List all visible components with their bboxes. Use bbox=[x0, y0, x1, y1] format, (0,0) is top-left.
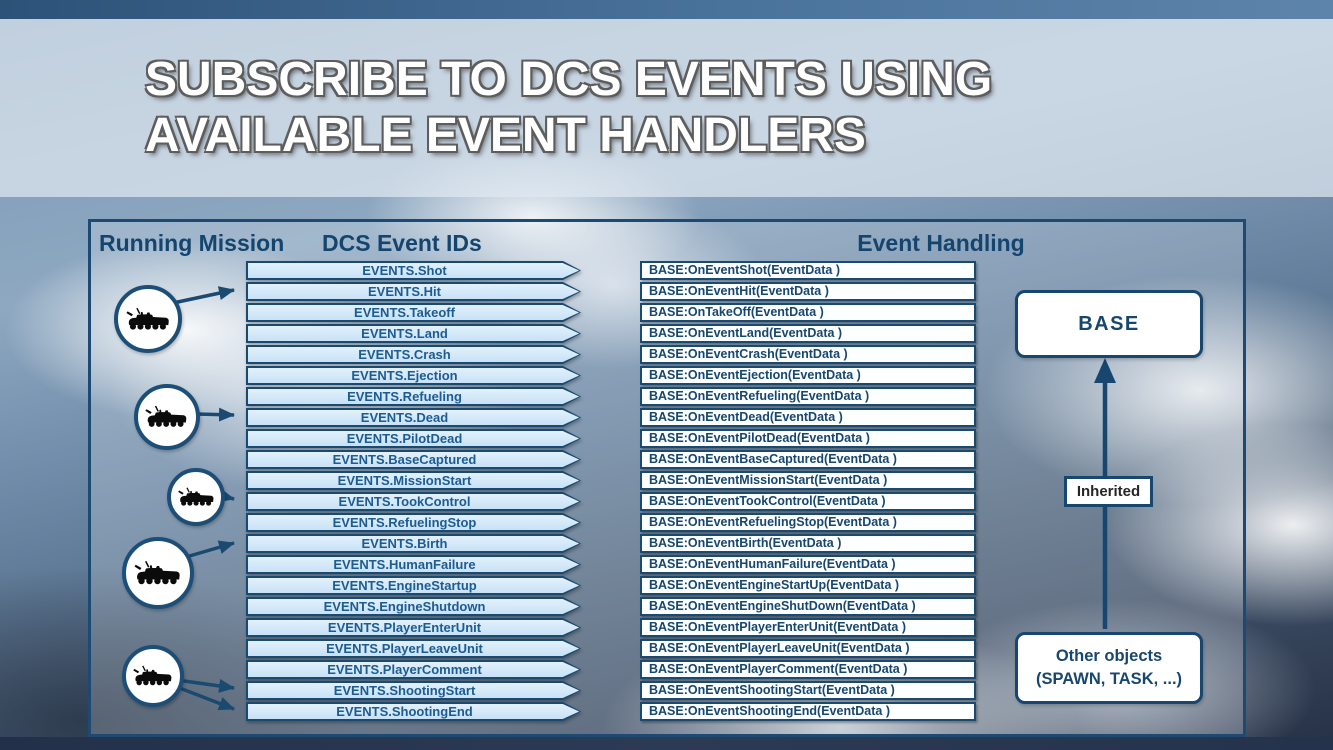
handler-label: BASE:OnEventPilotDead(EventData ) bbox=[649, 431, 870, 445]
handler-label: BASE:OnTakeOff(EventData ) bbox=[649, 305, 824, 319]
diagram-panel bbox=[88, 219, 1246, 737]
mission-unit-1 bbox=[114, 285, 182, 353]
mission-unit-3 bbox=[167, 468, 225, 526]
event-id-row bbox=[246, 261, 581, 280]
armored-vehicle-icon bbox=[133, 559, 183, 587]
handler-label: BASE:OnEventRefuelingStop(EventData ) bbox=[649, 515, 897, 529]
event-id-row bbox=[246, 429, 581, 448]
event-id-row bbox=[246, 597, 581, 616]
inherited-tag bbox=[1064, 476, 1153, 507]
sky-top-strip bbox=[0, 0, 1333, 19]
event-id-row bbox=[246, 576, 581, 595]
handler-row bbox=[640, 555, 976, 574]
handler-row bbox=[640, 513, 976, 532]
event-id-row bbox=[246, 660, 581, 679]
handler-row bbox=[640, 660, 976, 679]
running-mission-header: Running Mission bbox=[99, 230, 285, 256]
handler-row bbox=[640, 429, 976, 448]
event-id-label: EVENTS.EngineShutdown bbox=[323, 599, 486, 614]
event-id-row bbox=[246, 513, 581, 532]
event-id-row bbox=[246, 618, 581, 637]
handler-label: BASE:OnEventPlayerEnterUnit(EventData ) bbox=[649, 620, 907, 634]
handler-label: BASE:OnEventMissionStart(EventData ) bbox=[649, 473, 888, 487]
handler-row bbox=[640, 618, 976, 637]
event-id-row bbox=[246, 408, 581, 427]
handler-label: BASE:OnEventLand(EventData ) bbox=[649, 326, 843, 340]
event-handling-header: Event Handling bbox=[857, 230, 1025, 256]
event-id-row bbox=[246, 387, 581, 406]
event-id-row bbox=[246, 303, 581, 322]
handler-row bbox=[640, 492, 976, 511]
event-id-label: EVENTS.PlayerLeaveUnit bbox=[326, 641, 483, 656]
event-id-label: EVENTS.HumanFailure bbox=[333, 557, 476, 572]
event-id-label: EVENTS.ShootingStart bbox=[333, 683, 476, 698]
event-id-label: EVENTS.Birth bbox=[361, 536, 448, 551]
event-id-label: EVENTS.TookControl bbox=[338, 494, 471, 509]
handler-label: BASE:OnEventEngineShutDown(EventData ) bbox=[649, 599, 916, 613]
handler-label: BASE:OnEventHumanFailure(EventData ) bbox=[649, 557, 896, 571]
event-id-row bbox=[246, 345, 581, 364]
handler-row bbox=[640, 702, 976, 721]
event-id-label: EVENTS.RefuelingStop bbox=[332, 515, 477, 530]
handler-row bbox=[640, 639, 976, 658]
mission-unit-4 bbox=[122, 537, 194, 609]
armored-vehicle-icon bbox=[132, 664, 174, 688]
handler-row bbox=[640, 261, 976, 280]
event-id-row bbox=[246, 702, 581, 721]
event-id-row bbox=[246, 534, 581, 553]
handler-label: BASE:OnEventEngineStartUp(EventData ) bbox=[649, 578, 900, 592]
handler-label: BASE:OnEventPlayerComment(EventData ) bbox=[649, 662, 908, 676]
slide-title-line2: AVAILABLE EVENT HANDLERS bbox=[145, 109, 866, 162]
event-id-label: EVENTS.PlayerEnterUnit bbox=[327, 620, 482, 635]
event-id-label: EVENTS.BaseCaptured bbox=[332, 452, 477, 467]
handler-row bbox=[640, 450, 976, 469]
mission-unit-5 bbox=[122, 645, 184, 707]
handler-row bbox=[640, 471, 976, 490]
event-id-row bbox=[246, 324, 581, 343]
mission-unit-2 bbox=[134, 384, 200, 450]
other-objects-node bbox=[1015, 632, 1203, 704]
event-id-column bbox=[246, 261, 581, 723]
inherited-tag-label: Inherited bbox=[1076, 483, 1141, 500]
event-id-row bbox=[246, 471, 581, 490]
handler-row bbox=[640, 303, 976, 322]
armored-vehicle-icon bbox=[144, 404, 189, 429]
handler-label: BASE:OnEventDead(EventData ) bbox=[649, 410, 843, 424]
handler-label: BASE:OnEventBirth(EventData ) bbox=[649, 536, 842, 550]
event-id-label: EVENTS.Ejection bbox=[351, 368, 458, 383]
event-id-label: EVENTS.MissionStart bbox=[337, 473, 472, 488]
handler-row bbox=[640, 345, 976, 364]
base-class-node bbox=[1015, 290, 1203, 358]
other-objects-line2: (SPAWN, TASK, ...) bbox=[1035, 670, 1183, 688]
handler-row bbox=[640, 534, 976, 553]
event-id-label: EVENTS.Refueling bbox=[347, 389, 462, 404]
event-id-label: EVENTS.Hit bbox=[368, 284, 441, 299]
handler-label: BASE:OnEventPlayerLeaveUnit(EventData ) bbox=[649, 641, 910, 655]
handler-label: BASE:OnEventTookControl(EventData ) bbox=[649, 494, 886, 508]
event-id-label: EVENTS.Dead bbox=[360, 410, 449, 425]
dcs-event-ids-header: DCS Event IDs bbox=[322, 230, 482, 256]
armored-vehicle-icon bbox=[177, 486, 216, 508]
handler-label: BASE:OnEventCrash(EventData ) bbox=[649, 347, 848, 361]
handler-row bbox=[640, 387, 976, 406]
handler-column bbox=[640, 261, 976, 723]
event-id-label: EVENTS.EngineStartup bbox=[332, 578, 477, 593]
event-id-row bbox=[246, 639, 581, 658]
other-objects-line1: Other objects bbox=[1055, 647, 1163, 665]
handler-row bbox=[640, 576, 976, 595]
event-id-row bbox=[246, 681, 581, 700]
handler-label: BASE:OnEventBaseCaptured(EventData ) bbox=[649, 452, 897, 466]
handler-row bbox=[640, 366, 976, 385]
handler-label: BASE:OnEventHit(EventData ) bbox=[649, 284, 829, 298]
event-id-label: EVENTS.PilotDead bbox=[346, 431, 463, 446]
event-id-label: EVENTS.ShootingEnd bbox=[336, 704, 473, 719]
slide-title bbox=[145, 52, 992, 164]
handler-label: BASE:OnEventShootingEnd(EventData ) bbox=[649, 704, 890, 718]
handler-label: BASE:OnEventShootingStart(EventData ) bbox=[649, 683, 895, 697]
sky-bottom-strip bbox=[0, 737, 1333, 750]
event-id-row bbox=[246, 282, 581, 301]
handler-label: BASE:OnEventRefueling(EventData ) bbox=[649, 389, 870, 403]
base-class-label: BASE bbox=[1078, 312, 1140, 335]
handler-label: BASE:OnEventEjection(EventData ) bbox=[649, 368, 861, 382]
event-id-row bbox=[246, 450, 581, 469]
event-id-label: EVENTS.Land bbox=[361, 326, 448, 341]
event-id-row bbox=[246, 555, 581, 574]
slide-title-line1: SUBSCRIBE TO DCS EVENTS USING bbox=[145, 53, 993, 106]
event-id-label: EVENTS.Crash bbox=[358, 347, 451, 362]
armored-vehicle-icon bbox=[125, 306, 172, 332]
handler-row bbox=[640, 597, 976, 616]
event-id-row bbox=[246, 492, 581, 511]
handler-row bbox=[640, 282, 976, 301]
event-id-label: EVENTS.PlayerComment bbox=[327, 662, 482, 677]
handler-row bbox=[640, 324, 976, 343]
handler-row bbox=[640, 408, 976, 427]
event-id-label: EVENTS.Shot bbox=[362, 263, 447, 278]
event-id-label: EVENTS.Takeoff bbox=[354, 305, 455, 320]
handler-label: BASE:OnEventShot(EventData ) bbox=[649, 263, 840, 277]
handler-row bbox=[640, 681, 976, 700]
event-id-row bbox=[246, 366, 581, 385]
